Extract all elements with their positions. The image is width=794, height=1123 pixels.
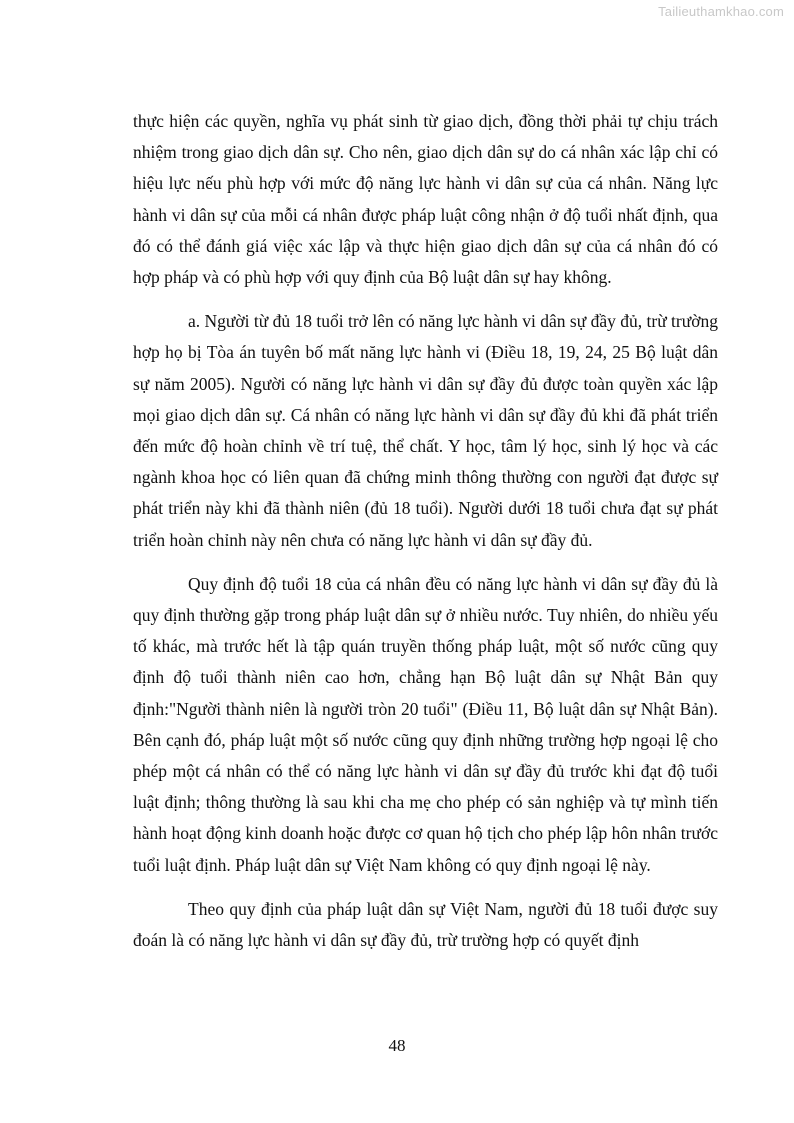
watermark-text: Tailieuthamkhao.com	[658, 4, 784, 19]
document-body	[133, 106, 718, 969]
paragraph-vietnam-law: Theo quy định của pháp luật dân sự Việt Nam, người đủ 18 tuổi được suy đoán là có năng lực hành vi dân sự đầy đủ, trừ trường hợp có quyết định	[133, 898, 718, 951]
page-number: 48	[388, 1036, 406, 1055]
paragraph-age-regulation: Quy định độ tuổi 18 của cá nhân đều có năng lực hành vi dân sự đầy đủ là quy định thường gặp trong pháp luật dân sự ở nhiều nước. Tuy nhiên, do nhiều yếu tố khác, mà trước hết là tập quán truyền thống pháp luật, một số nước cũng quy định độ tuổi thành niên cao hơn, chẳng hạn Bộ luật dân sự Nhật Bản quy định:"Người thành niên là người tròn 20 tuổi" (Điều 11, Bộ luật dân sự Nhật Bản). Bên cạnh đó, pháp luật một số nước cũng quy định những trường hợp ngoại lệ cho phép một cá nhân có thể có năng lực hành vi dân sự đầy đủ trước khi đạt độ tuổi luật định; thông thường là sau khi cha mẹ cho phép có sản nghiệp và tự mình tiến hành hoạt động kinh doanh hoặc được cơ quan hộ tịch cho phép lập hôn nhân trước tuổi luật định. Pháp luật dân sự Việt Nam không có quy định ngoại lệ này.	[133, 573, 718, 875]
paragraph-continuation: thực hiện các quyền, nghĩa vụ phát sinh từ giao dịch, đồng thời phải tự chịu trách nhiệm trong giao dịch dân sự. Cho nên, giao dịch dân sự do cá nhân xác lập chỉ có hiệu lực nếu phù hợp với mức độ năng lực hành vi dân sự của cá nhân. Năng lực hành vi dân sự của mỗi cá nhân được pháp luật công nhận ở độ tuổi nhất định, qua đó có thể đánh giá việc xác lập và thực hiện giao dịch dân sự của cá nhân đó có hợp pháp và có phù hợp với quy định của Bộ luật dân sự hay không.	[133, 111, 718, 288]
paragraph-a: a. Người từ đủ 18 tuổi trở lên có năng lực hành vi dân sự đầy đủ, trừ trường hợp họ bị Tòa án tuyên bố mất năng lực hành vi (Điều 18, 19, 24, 25 Bộ luật dân sự năm 2005). Người có năng lực hành vi dân sự đầy đủ được toàn quyền xác lập mọi giao dịch dân sự. Cá nhân có năng lực hành vi dân sự đầy đủ khi đã phát triển đến mức độ hoàn chỉnh về trí tuệ, thể chất. Y học, tâm lý học, sinh lý học và các ngành khoa học có liên quan đã chứng minh thông thường con người đạt được sự phát triển này khi đã thành niên (đủ 18 tuổi). Người dưới 18 tuổi chưa đạt sự phát triển hoàn chỉnh này nên chưa có năng lực hành vi dân sự đầy đủ.	[133, 311, 718, 550]
